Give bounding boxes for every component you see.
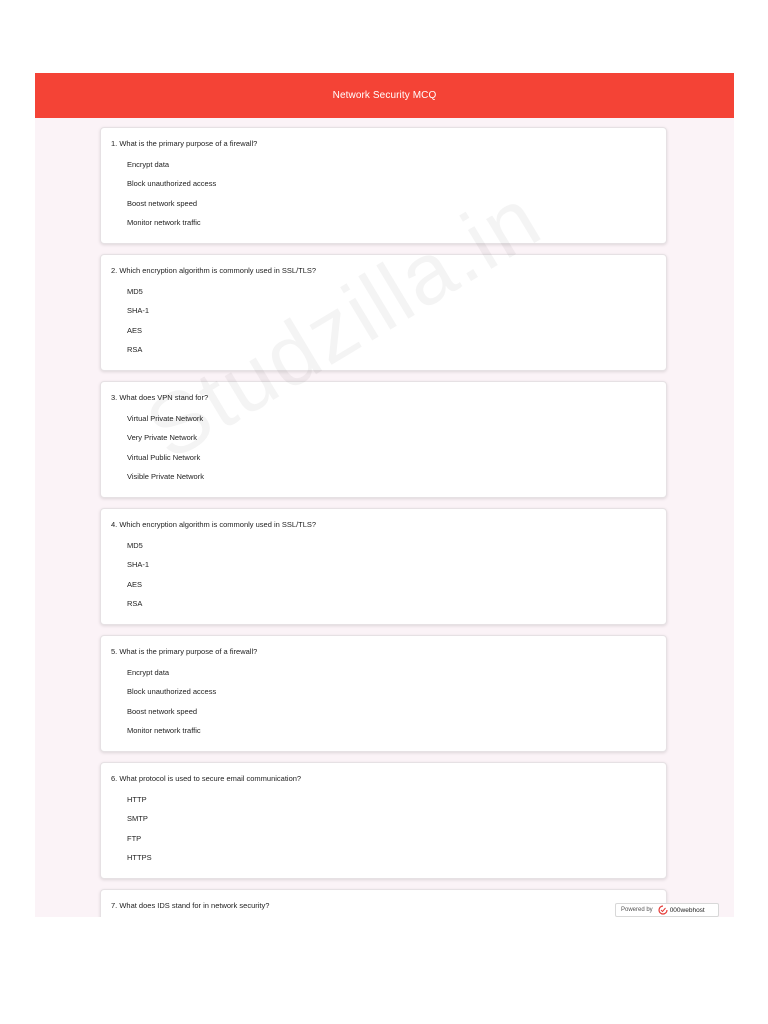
question-list (35, 118, 734, 917)
question-text: 5. What is the primary purpose of a firewall? (111, 647, 258, 656)
question-card-4 (100, 508, 667, 625)
answer-option[interactable]: Monitor network traffic (127, 217, 201, 227)
answer-option[interactable]: Block unauthorized access (127, 179, 217, 189)
question-text: 7. What does IDS stand for in network security? (111, 901, 270, 910)
question-card-5 (100, 635, 667, 752)
question-text: 3. What does VPN stand for? (111, 393, 209, 402)
question-card-1 (100, 127, 667, 244)
000webhost-logo-icon (658, 905, 668, 915)
question-card-3 (100, 381, 667, 498)
question-text: 6. What protocol is used to secure email communication? (111, 774, 302, 783)
answer-option[interactable]: Block unauthorized access (127, 687, 217, 697)
brand-name: 000webhost (669, 906, 705, 914)
answer-option[interactable]: Encrypt data (127, 668, 170, 677)
answer-option[interactable]: Boost network speed (127, 198, 198, 208)
answer-option[interactable]: FTP (127, 833, 142, 843)
answer-option[interactable]: SHA-1 (127, 306, 150, 316)
answer-option[interactable]: SHA-1 (127, 560, 150, 570)
question-text: 4. Which encryption algorithm is commonly used in SSL/TLS? (111, 520, 317, 529)
question-text: 2. Which encryption algorithm is commonly used in SSL/TLS? (111, 266, 317, 275)
answer-option[interactable]: Monitor network traffic (127, 725, 201, 735)
answer-option[interactable]: AES (127, 579, 143, 589)
answer-option[interactable]: RSA (127, 344, 143, 354)
answer-option[interactable]: Virtual Public Network (127, 452, 201, 462)
question-card-2 (100, 254, 667, 371)
question-card-7 (100, 889, 667, 917)
page-header (35, 73, 734, 118)
answer-option[interactable]: SMTP (127, 814, 148, 824)
answer-option[interactable]: HTTPS (127, 852, 152, 862)
answer-option[interactable]: MD5 (127, 287, 143, 296)
answer-option[interactable]: Virtual Private Network (127, 414, 204, 423)
answer-option[interactable]: MD5 (127, 541, 143, 550)
answer-option[interactable]: Very Private Network (127, 433, 198, 443)
question-text: 1. What is the primary purpose of a firewall? (111, 139, 258, 148)
page-title: Network Security MCQ (332, 90, 437, 101)
answer-option[interactable]: RSA (127, 598, 143, 608)
answer-option[interactable]: Encrypt data (127, 160, 170, 169)
answer-option[interactable]: Boost network speed (127, 706, 198, 716)
powered-by-label: Powered by (621, 907, 653, 913)
answer-option[interactable]: AES (127, 325, 143, 335)
question-card-6 (100, 762, 667, 879)
quiz-page (35, 73, 734, 917)
answer-option[interactable]: Visible Private Network (127, 471, 204, 481)
answer-option[interactable]: HTTP (127, 795, 147, 804)
powered-by-badge[interactable] (615, 903, 719, 917)
